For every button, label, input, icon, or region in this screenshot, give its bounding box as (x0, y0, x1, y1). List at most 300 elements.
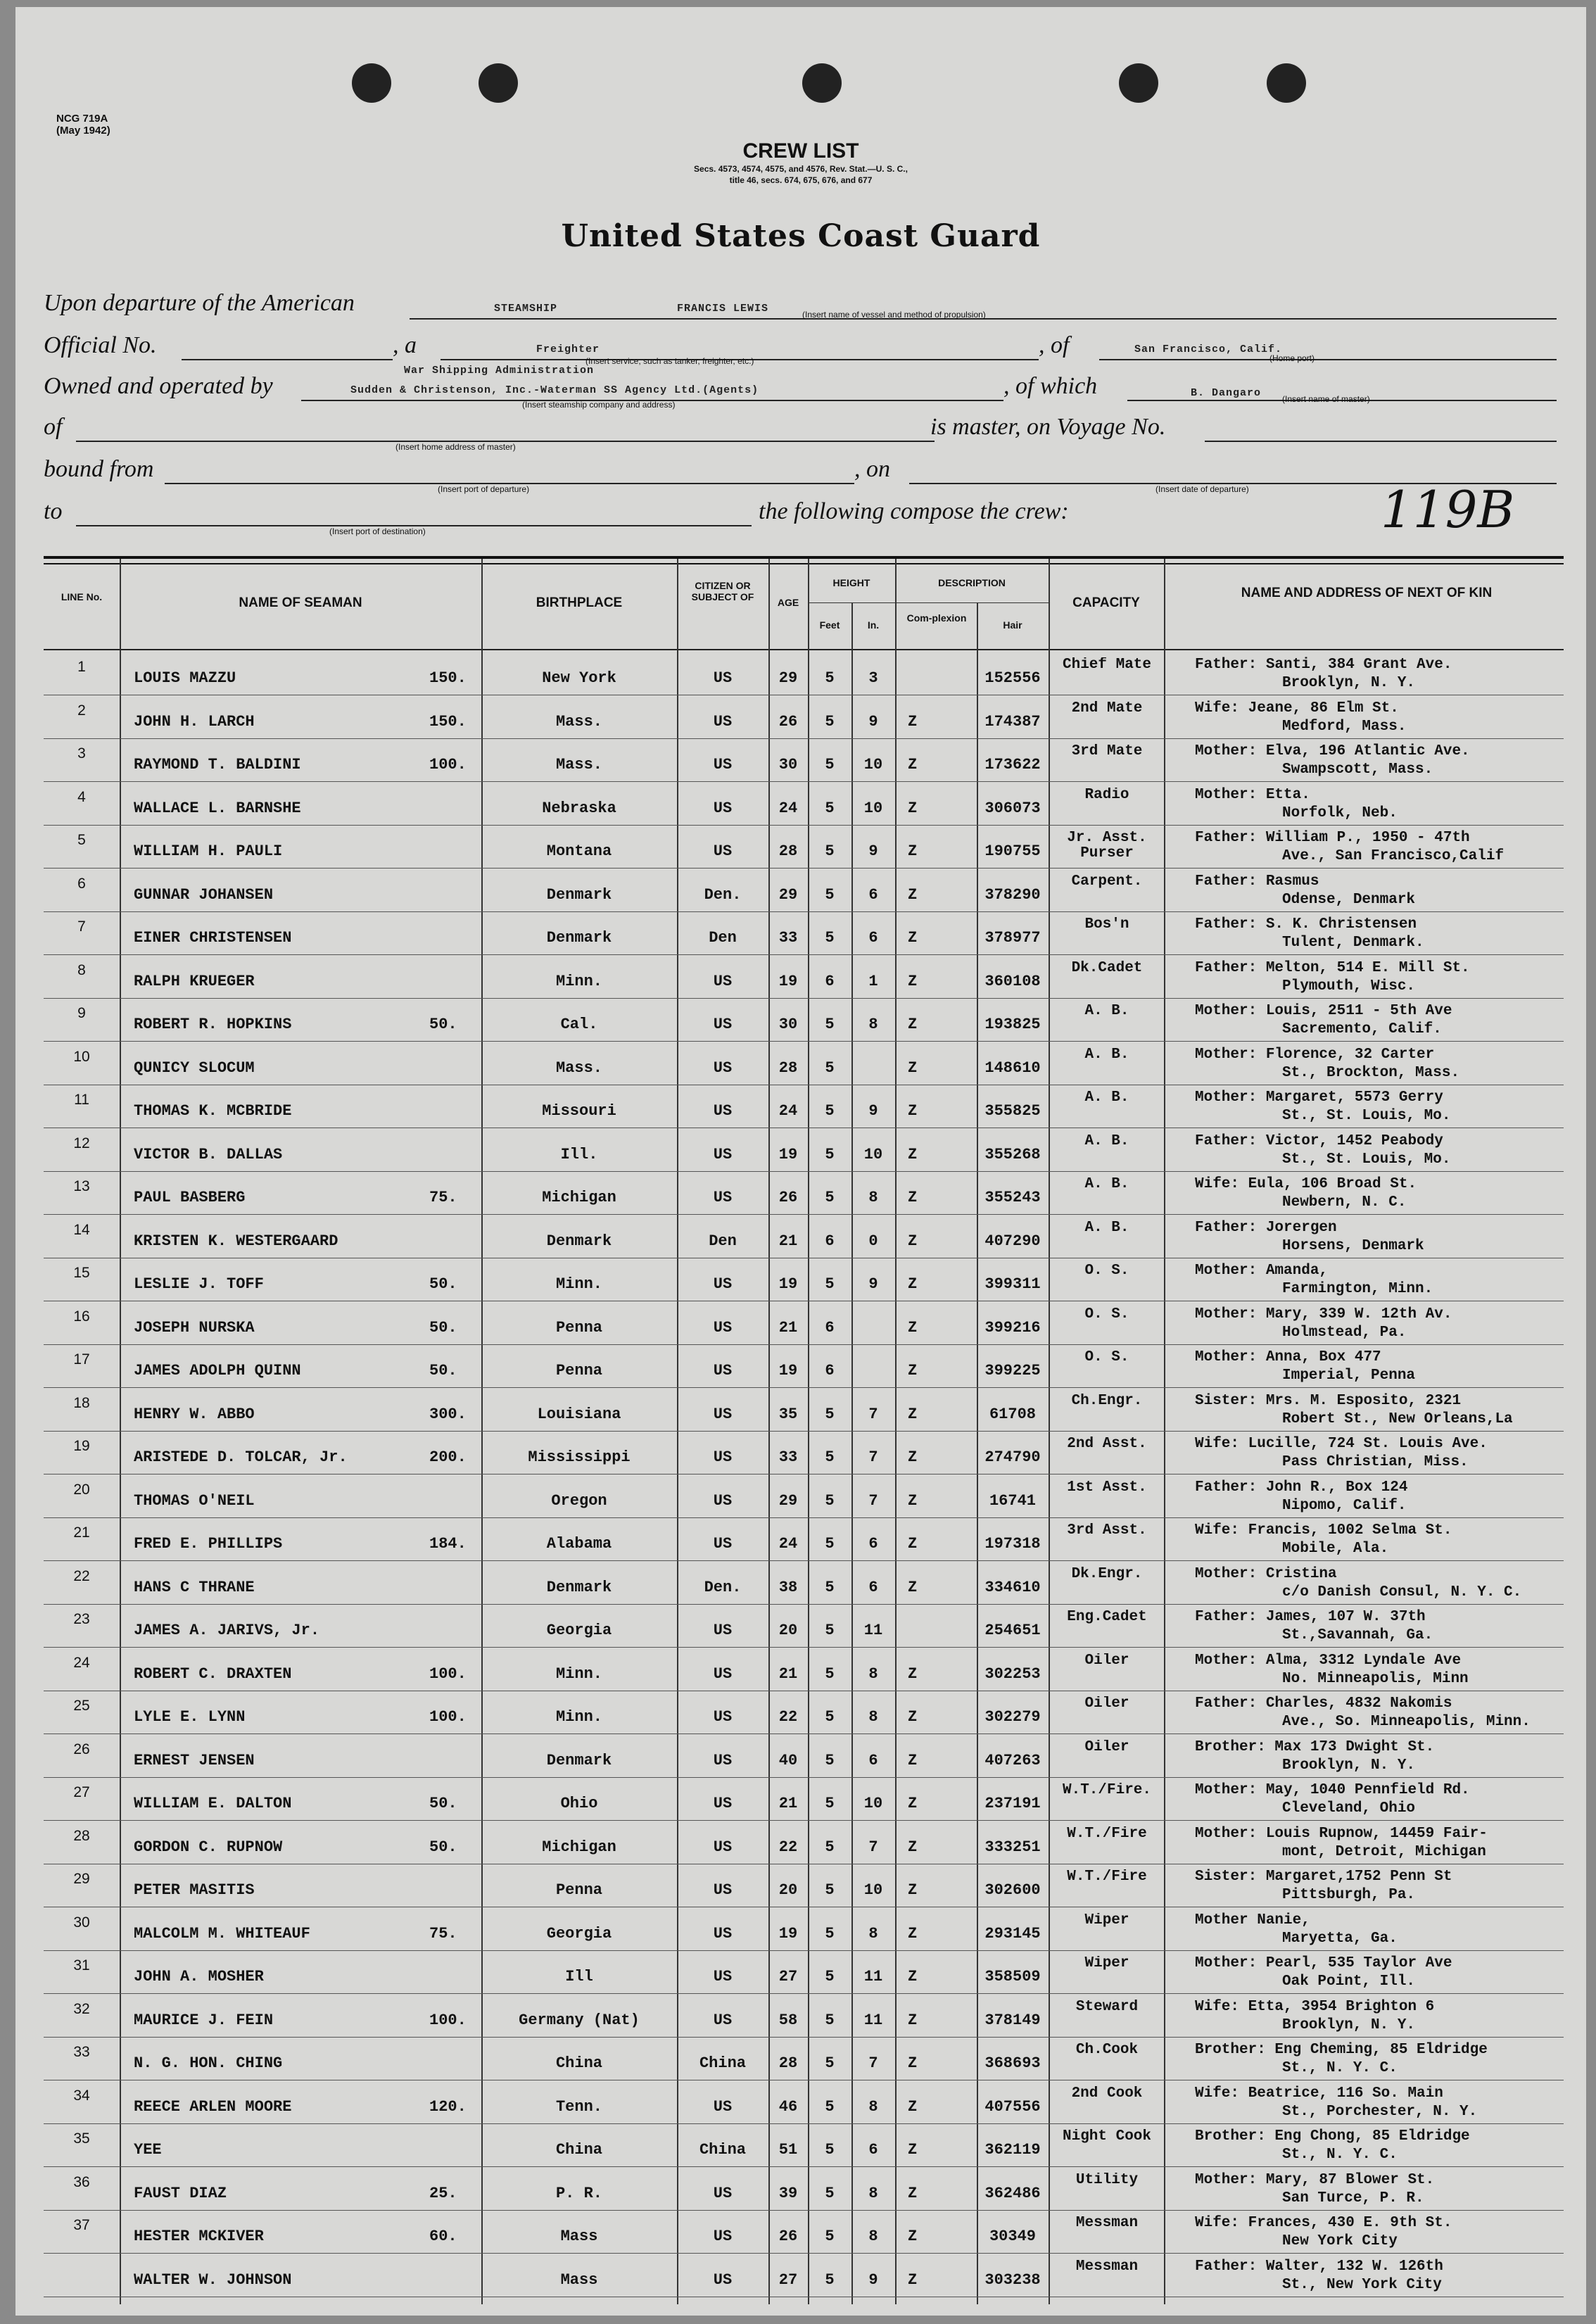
cell-in: 8 (868, 1665, 878, 1683)
cell-capacity: O. S. (1084, 1306, 1129, 1322)
cell-age: 33 (778, 1449, 798, 1466)
cell-kin2: Imperial, Penna (1282, 1368, 1416, 1384)
cell-ft: 5 (825, 886, 835, 904)
table-row (44, 1171, 1564, 1215)
cell-amt: 150. (429, 669, 467, 687)
cell-kin2: Ave., San Francisco,Calif (1282, 848, 1505, 864)
cell-citizen: US (713, 1536, 733, 1553)
table-row (44, 1517, 1564, 1561)
cell-line: 10 (73, 1048, 90, 1065)
cell-kin1: Mother: Pearl, 535 Taylor Ave (1195, 1955, 1452, 1971)
cell-ft: 5 (825, 1016, 835, 1033)
cell-in: 11 (863, 1969, 883, 1985)
cell-kin2: Pass Christian, Miss. (1282, 1454, 1469, 1470)
cell-hair: 368693 (984, 2055, 1041, 2072)
cell-comp: Z (908, 1968, 918, 1985)
cell-comp: Z (908, 1665, 918, 1683)
cell-amt: 100. (429, 1708, 467, 1726)
cell-hair: 274790 (984, 1449, 1041, 1466)
table-row (44, 2037, 1564, 2080)
cell-citizen: US (713, 1406, 733, 1423)
cell-capacity: Carpent. (1071, 873, 1143, 890)
punch-hole (352, 63, 391, 103)
destination-hint: (Insert port of destination) (329, 526, 426, 536)
cell-kin1: Mother: Elva, 196 Atlantic Ave. (1195, 743, 1470, 759)
cell-hair: 302600 (984, 1882, 1041, 1899)
cell-capacity: 3rd Asst. (1067, 1523, 1147, 1539)
cell-kin2: Maryetta, Ga. (1282, 1930, 1398, 1947)
cell-kin2: St., New York City (1282, 2276, 1442, 2293)
cell-age: 40 (778, 1752, 798, 1769)
cell-kin2: Oak Point, Ill. (1282, 1973, 1416, 1990)
cell-amt: 120. (429, 2097, 467, 2116)
cell-citizen: US (713, 2012, 733, 2029)
cell-ft: 5 (825, 2185, 835, 2202)
cell-capacity: Dk.Cadet (1071, 960, 1143, 976)
service-hint: (Insert service, such as tanker, freighter, etc.) (585, 356, 754, 366)
cell-kin1: Father: Rasmus (1195, 873, 1319, 890)
cell-name: EINER CHRISTENSEN (134, 929, 292, 947)
cell-age: 46 (778, 2098, 798, 2116)
cell-in: 10 (863, 1795, 883, 1812)
cell-citizen: US (713, 1492, 733, 1510)
cell-line: 2 (77, 702, 86, 719)
cell-birthplace: China (555, 2055, 602, 2072)
cell-kin1: Brother: Eng Chong, 85 Eldridge (1195, 2128, 1470, 2145)
cell-name: HENRY W. ABBO (134, 1405, 255, 1423)
cell-amt: 75. (429, 1189, 457, 1206)
cell-capacity: Dk.Engr. (1071, 1566, 1143, 1582)
cell-line: 7 (77, 918, 86, 935)
cell-capacity: Oiler (1084, 1739, 1129, 1755)
cell-hair: 148610 (984, 1059, 1041, 1077)
cell-ft: 6 (825, 1319, 835, 1337)
on-label: , on (854, 456, 890, 482)
table-row (44, 738, 1564, 782)
cell-citizen: US (713, 800, 733, 817)
cell-ft: 5 (825, 2142, 835, 2159)
cell-kin2: St., St. Louis, Mo. (1282, 1108, 1451, 1124)
cell-citizen: Den. (704, 1579, 742, 1596)
col-header-complexion: Com-plexion (906, 612, 967, 624)
cell-kin2: St., St. Louis, Mo. (1282, 1151, 1451, 1168)
table-row (44, 1691, 1564, 1734)
cell-capacity: Oiler (1084, 1696, 1129, 1712)
cell-citizen: US (713, 1016, 733, 1033)
cell-ft: 5 (825, 1492, 835, 1510)
cell-capacity: A. B. (1084, 1220, 1129, 1236)
cell-in: 9 (868, 713, 878, 731)
cell-birthplace: Mass (560, 2228, 598, 2245)
cell-age: 39 (778, 2185, 798, 2202)
punch-hole (1119, 63, 1158, 103)
crew-table (44, 556, 1564, 2304)
cell-kin2: St., N. Y. C. (1282, 2060, 1398, 2076)
cell-birthplace: Michigan (542, 1838, 616, 1856)
cell-hair: 362119 (984, 2142, 1041, 2159)
cell-age: 29 (778, 886, 798, 904)
cell-line: 17 (73, 1351, 90, 1368)
cell-line: 18 (73, 1394, 90, 1411)
rule (1099, 359, 1557, 360)
table-row (44, 1215, 1564, 1258)
cell-in: 1 (868, 973, 878, 990)
cell-citizen: US (713, 1103, 733, 1120)
col-header-capacity: CAPACITY (1072, 595, 1140, 610)
cell-kin2: Sacremento, Calif. (1282, 1021, 1442, 1037)
owner-line-1: War Shipping Administration (404, 365, 595, 377)
cell-capacity: O. S. (1084, 1350, 1129, 1365)
cell-comp: Z (908, 756, 918, 773)
cell-amt: 25. (429, 2184, 457, 2202)
cell-birthplace: Denmark (546, 930, 612, 947)
cell-capacity: Eng.Cadet (1067, 1610, 1147, 1625)
cell-citizen: US (713, 973, 733, 990)
cell-age: 29 (778, 670, 798, 687)
cell-in: 8 (868, 2185, 878, 2202)
cell-ft: 5 (825, 1276, 835, 1293)
cell-kin1: Brother: Eng Cheming, 85 Eldridge (1195, 2042, 1488, 2058)
cell-hair: 360108 (984, 973, 1041, 990)
cell-hair: 16741 (989, 1492, 1036, 1510)
cell-comp: Z (908, 1708, 918, 1726)
cell-in: 8 (868, 2098, 878, 2116)
cell-kin1: Father: William P., 1950 - 47th (1195, 830, 1470, 846)
cell-kin2: Swampscott, Mass. (1282, 762, 1433, 778)
cell-name: YEE (134, 2141, 162, 2159)
cell-amt: 50. (429, 1318, 457, 1337)
cell-comp: Z (908, 1016, 918, 1033)
cell-name: QUNICY SLOCUM (134, 1059, 255, 1077)
cell-age: 26 (778, 1189, 798, 1206)
cell-birthplace: Mass (560, 2271, 598, 2289)
cell-birthplace: Mass. (555, 757, 602, 773)
home-port-hint: (Home port) (1269, 353, 1315, 363)
cell-amt: 300. (429, 1405, 467, 1423)
table-row (44, 2167, 1564, 2211)
cell-ft: 6 (825, 973, 835, 990)
cell-in: 6 (868, 1536, 878, 1553)
cell-age: 27 (778, 2271, 798, 2289)
cell-name: ROBERT R. HOPKINS (134, 1016, 292, 1033)
cell-kin1: Mother: Louis Rupnow, 14459 Fair- (1195, 1825, 1488, 1842)
table-row (44, 1604, 1564, 1648)
cell-citizen: US (713, 1059, 733, 1077)
table-row (44, 1474, 1564, 1518)
cell-kin1: Mother: Florence, 32 Carter (1195, 1046, 1435, 1063)
cell-birthplace: Denmark (546, 1232, 612, 1250)
col-header-age: AGE (777, 597, 799, 608)
cell-name: RAYMOND T. BALDINI (134, 756, 301, 773)
owner-line-2: Sudden & Christenson, Inc.-Waterman SS Agency Ltd.(Agents) (350, 384, 759, 396)
cell-capacity: Utility (1075, 2172, 1139, 2188)
service: Freighter (536, 343, 600, 355)
table-row (44, 911, 1564, 955)
cell-age: 19 (778, 973, 798, 990)
cell-kin2: Holmstead, Pa. (1282, 1324, 1407, 1341)
owner-hint: (Insert steamship company and address) (522, 400, 676, 410)
table-row (44, 782, 1564, 826)
to-label: to (44, 498, 63, 524)
cell-line: 34 (73, 2087, 90, 2104)
cell-birthplace: Alabama (546, 1536, 612, 1553)
cell-comp: Z (908, 2271, 918, 2289)
cell-amt: 60. (429, 2228, 457, 2245)
cell-capacity: A. B. (1084, 1047, 1129, 1063)
cell-line: 8 (77, 961, 86, 978)
table-row (44, 869, 1564, 912)
cell-name: JAMES A. JARIVS, Jr. (134, 1622, 320, 1639)
cell-kin2: Plymouth, Wisc. (1282, 978, 1416, 994)
cell-line: 28 (73, 1827, 90, 1844)
cell-capacity: Steward (1075, 1999, 1139, 2015)
cell-citizen: US (713, 1838, 733, 1856)
cell-ft: 5 (825, 1189, 835, 1206)
cell-line: 3 (77, 745, 86, 762)
cell-kin2: St.,Savannah, Ga. (1282, 1627, 1433, 1643)
cell-kin1: Father: Melton, 514 E. Mill St. (1195, 959, 1470, 976)
compose-label: the following compose the crew: (759, 498, 1069, 524)
cell-comp: Z (908, 1881, 918, 1899)
cell-line: 13 (73, 1178, 90, 1194)
cell-birthplace: Ill. (560, 1146, 598, 1163)
cell-name: REECE ARLEN MOORE (134, 2097, 292, 2116)
rule (182, 359, 393, 360)
vessel-name: FRANCIS LEWIS (677, 303, 769, 315)
cell-comp: Z (908, 1362, 918, 1379)
cell-birthplace: Louisiana (537, 1406, 621, 1423)
cell-line: 12 (73, 1135, 90, 1151)
cell-age: 35 (778, 1406, 798, 1423)
cell-birthplace: Georgia (546, 1925, 612, 1943)
form-code: NCG 719A (56, 113, 108, 125)
table-row (44, 2080, 1564, 2124)
cell-capacity: Chief Mate (1062, 657, 1152, 673)
cell-in: 9 (868, 1276, 878, 1293)
punch-hole (802, 63, 842, 103)
table-row (44, 1734, 1564, 1778)
cell-comp: Z (908, 1448, 918, 1466)
cell-kin2: Mobile, Ala. (1282, 1541, 1389, 1557)
cell-capacity: W.T./Fire (1067, 1869, 1147, 1885)
cell-line: 5 (77, 832, 86, 848)
cell-birthplace: Oregon (551, 1492, 607, 1510)
rule (1205, 441, 1557, 442)
cell-name: PETER MASITIS (134, 1881, 255, 1899)
page-mark: 119B (1381, 480, 1515, 539)
cell-comp: Z (908, 1535, 918, 1553)
cell-name: PAUL BASBERG (134, 1189, 246, 1206)
cell-hair: 407556 (984, 2098, 1041, 2116)
punch-hole (1267, 63, 1306, 103)
cell-ft: 5 (825, 1752, 835, 1769)
cell-capacity: 3rd Mate (1071, 744, 1143, 759)
cell-name: JOHN A. MOSHER (134, 1968, 264, 1985)
cell-kin1: Mother: May, 1040 Pennfield Rd. (1195, 1782, 1470, 1798)
cell-in: 8 (868, 1016, 878, 1033)
table-row (44, 825, 1564, 869)
cell-citizen: US (713, 1276, 733, 1293)
table-row (44, 2123, 1564, 2167)
a-label: , a (393, 332, 417, 358)
cell-birthplace: P. R. (555, 2185, 602, 2202)
table-row (44, 1042, 1564, 1085)
cell-ft: 5 (825, 670, 835, 687)
cell-line: 19 (73, 1438, 90, 1454)
cell-hair: 355268 (984, 1146, 1041, 1163)
cell-comp: Z (908, 1318, 918, 1337)
cell-age: 19 (778, 1363, 798, 1379)
cell-citizen: US (713, 713, 733, 731)
cell-hair: 152556 (984, 670, 1041, 687)
col-header-height: HEIGHT (832, 577, 870, 588)
punch-hole (479, 63, 518, 103)
cell-capacity: Night Cook (1062, 2129, 1152, 2145)
cell-ft: 5 (825, 930, 835, 947)
cell-kin1: Father: Walter, 132 W. 126th (1195, 2258, 1443, 2275)
col-header-inches: In. (867, 619, 880, 631)
cell-amt: 75. (429, 1924, 457, 1943)
cell-name: WALTER W. JOHNSON (134, 2271, 292, 2289)
cell-name: ERNEST JENSEN (134, 1751, 255, 1769)
cell-amt: 100. (429, 1665, 467, 1683)
cell-in: 7 (868, 1406, 878, 1423)
cell-ft: 5 (825, 1665, 835, 1683)
cell-kin1: Mother: Louis, 2511 - 5th Ave (1195, 1003, 1452, 1019)
cell-hair: 306073 (984, 800, 1041, 817)
cell-kin1: Father: S. K. Christensen (1195, 916, 1417, 933)
cell-citizen: US (713, 1146, 733, 1163)
cell-name: JOHN H. LARCH (134, 712, 255, 731)
table-row (44, 1950, 1564, 1994)
cell-kin1: Sister: Margaret,1752 Penn St (1195, 1869, 1452, 1885)
cell-hair: 293145 (984, 1925, 1041, 1943)
vessel-hint: (Insert name of vessel and method of propulsion) (802, 310, 986, 320)
cell-birthplace: Missouri (542, 1103, 616, 1120)
cell-ft: 5 (825, 2055, 835, 2072)
cell-ft: 5 (825, 2228, 835, 2245)
cell-ft: 5 (825, 1795, 835, 1812)
cell-birthplace: Minn. (555, 1709, 602, 1726)
cell-in: 9 (868, 843, 878, 860)
table-row (44, 1907, 1564, 1951)
table-row (44, 1258, 1564, 1301)
departure-label: Upon departure of the American (44, 290, 355, 316)
cell-ft: 5 (825, 1838, 835, 1856)
table-row (44, 1128, 1564, 1172)
cell-line: 31 (73, 1957, 90, 1973)
cell-comp: Z (908, 712, 918, 731)
cell-capacity: Ch.Cook (1075, 2042, 1139, 2058)
table-row (44, 1821, 1564, 1864)
cell-comp: Z (908, 1232, 918, 1250)
cell-citizen: US (713, 1752, 733, 1769)
cell-hair: 407263 (984, 1752, 1041, 1769)
table-row (44, 1864, 1564, 1907)
cell-name: HANS C THRANE (134, 1578, 255, 1596)
cell-citizen: US (713, 1925, 733, 1943)
cell-amt: 200. (429, 1448, 467, 1466)
master-hint: (Insert name of master) (1282, 394, 1370, 404)
cell-capacity: A. B. (1084, 1133, 1129, 1149)
cell-line: 20 (73, 1481, 90, 1498)
cell-comp: Z (908, 972, 918, 990)
cell-in: 9 (868, 1103, 878, 1120)
cell-birthplace: Penna (555, 1882, 602, 1899)
cell-ft: 5 (825, 1579, 835, 1596)
rule (44, 563, 1564, 564)
cell-age: 21 (778, 1319, 798, 1337)
cell-kin1: Father: Victor, 1452 Peabody (1195, 1132, 1443, 1149)
cell-ft: 5 (825, 2012, 835, 2029)
cell-ft: 5 (825, 1536, 835, 1553)
cell-name: ARISTEDE D. TOLCAR, Jr. (134, 1448, 348, 1466)
cell-ft: 5 (825, 843, 835, 860)
cell-age: 19 (778, 1146, 798, 1163)
cell-citizen: US (713, 1795, 733, 1812)
cell-capacity: A. B. (1084, 1090, 1129, 1106)
cell-capacity: Ch.Engr. (1071, 1393, 1143, 1409)
table-row (44, 695, 1564, 739)
cell-age: 58 (778, 2012, 798, 2029)
cell-name: GUNNAR JOHANSEN (134, 885, 274, 904)
cell-ft: 5 (825, 1969, 835, 1985)
cell-hair: 302253 (984, 1665, 1041, 1683)
cell-citizen: US (713, 1449, 733, 1466)
cell-birthplace: Michigan (542, 1189, 616, 1206)
cell-birthplace: Minn. (555, 973, 602, 990)
cell-capacity: 2nd Asst. (1067, 1436, 1147, 1452)
cell-kin2: Tulent, Denmark. (1282, 935, 1424, 951)
cell-kin1: Mother: Etta. (1195, 786, 1310, 803)
cell-citizen: Den (709, 1232, 737, 1250)
cell-in: 11 (863, 1622, 883, 1639)
cell-birthplace: China (555, 2142, 602, 2159)
col-header-birthplace: BIRTHPLACE (536, 595, 623, 610)
cell-in: 10 (863, 757, 883, 773)
cell-hair: 237191 (984, 1795, 1041, 1812)
cell-name: LESLIE J. TOFF (134, 1275, 264, 1293)
col-header-hair: Hair (1003, 619, 1022, 631)
cell-in: 7 (868, 1492, 878, 1510)
cell-kin1: Father: Santi, 384 Grant Ave. (1195, 657, 1452, 673)
cell-line: 22 (73, 1567, 90, 1584)
cell-kin1: Wife: Etta, 3954 Brighton 6 (1195, 1998, 1435, 2015)
master-voyage-label: is master, on Voyage No. (930, 414, 1166, 440)
cell-kin1: Father: James, 107 W. 37th (1195, 1609, 1426, 1625)
cell-in: 10 (863, 1882, 883, 1899)
cell-comp: Z (908, 885, 918, 904)
cell-capacity: 2nd Cook (1071, 2085, 1143, 2102)
cell-in: 3 (868, 670, 878, 687)
cell-comp: Z (908, 1795, 918, 1812)
cell-birthplace: Denmark (546, 886, 612, 904)
cell-hair: 378149 (984, 2012, 1041, 2029)
cell-hair: 407290 (984, 1232, 1041, 1250)
cell-line: 15 (73, 1265, 90, 1281)
cell-kin2: Brooklyn, N. Y. (1282, 2016, 1416, 2033)
cell-citizen: US (713, 1319, 733, 1337)
cell-kin2: St., Porchester, N. Y. (1282, 2103, 1478, 2120)
cell-ft: 5 (825, 757, 835, 773)
cell-capacity: Messman (1075, 2259, 1139, 2275)
cell-ft: 6 (825, 1232, 835, 1250)
cell-birthplace: Ill (565, 1969, 593, 1985)
cell-amt: 50. (429, 1362, 457, 1379)
cell-comp: Z (908, 842, 918, 860)
cell-ft: 6 (825, 1363, 835, 1379)
vessel-type: STEAMSHIP (494, 303, 558, 315)
